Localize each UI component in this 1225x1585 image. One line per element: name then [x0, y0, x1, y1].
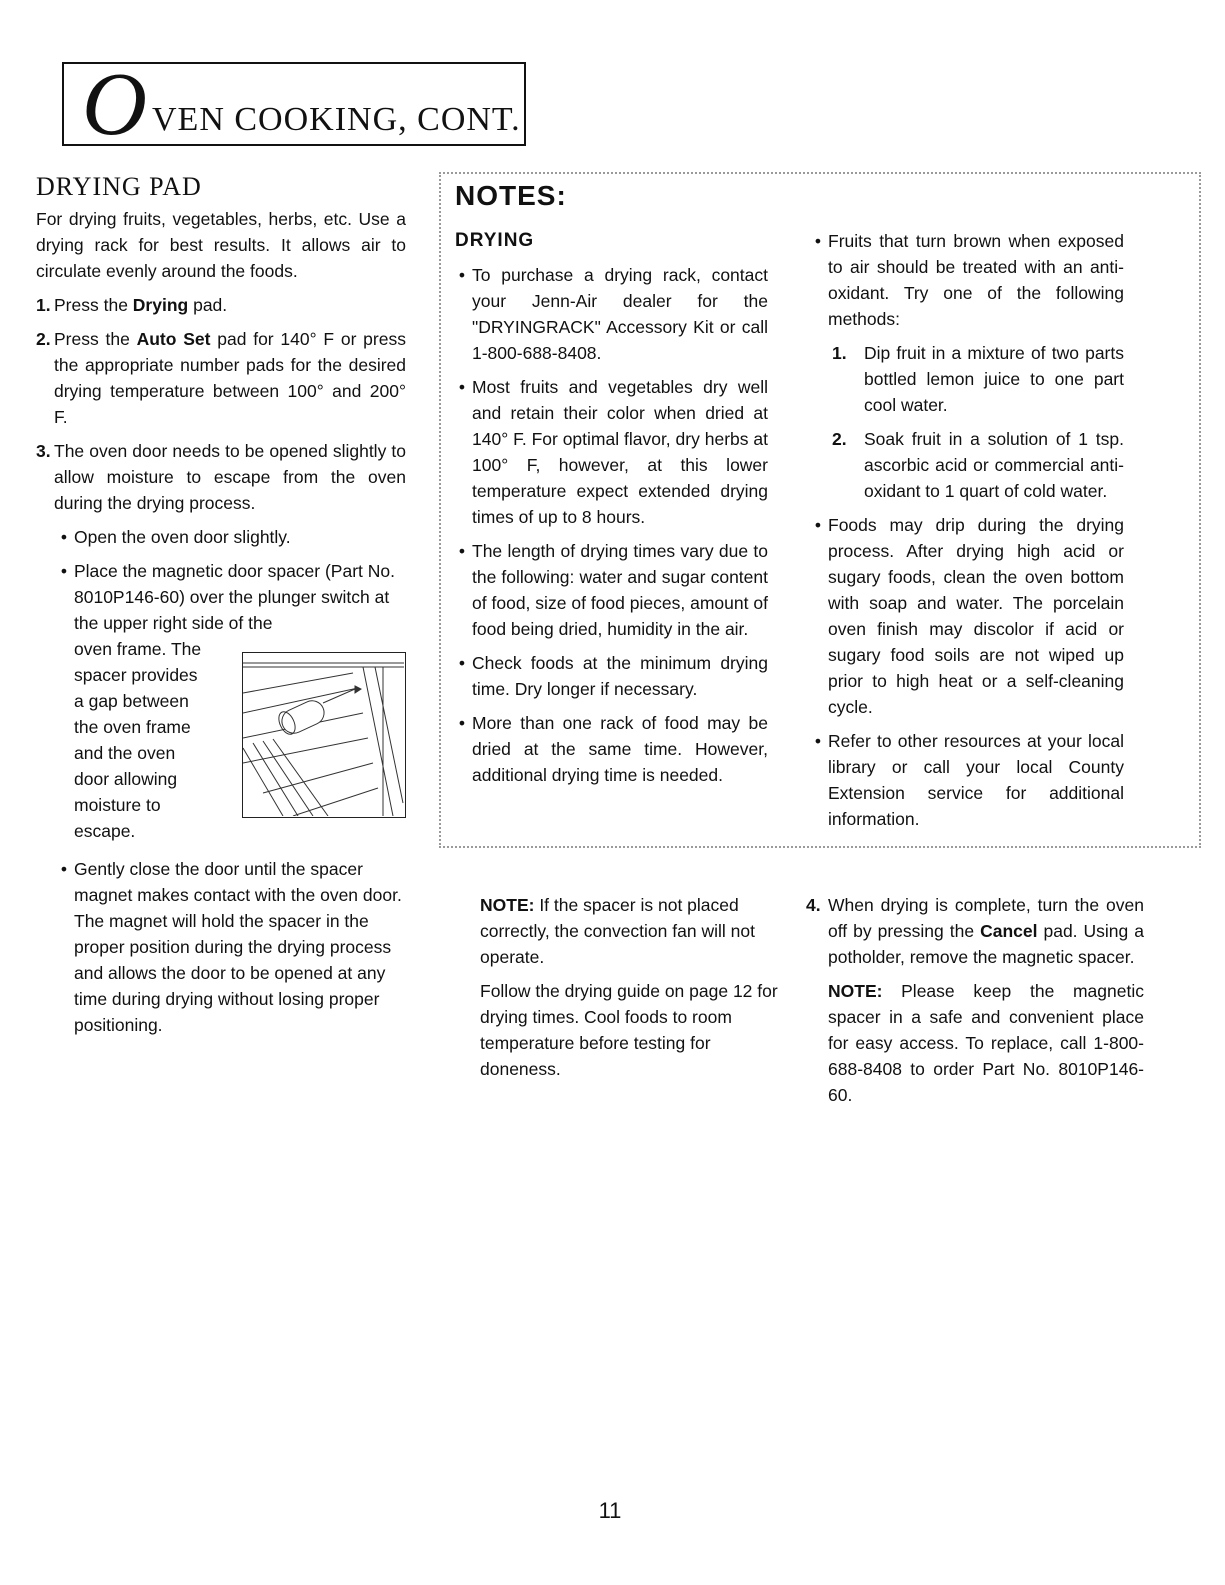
page-number: 11: [598, 1498, 622, 1523]
step-2: 2. Press the Auto Set pad for 140° F or press the appropriate number pads for the desired drying temperature between 100° and 200° F.: [36, 329, 406, 427]
drying-pad-heading: DRYING PAD: [36, 172, 202, 201]
notes-title: NOTES:: [455, 180, 567, 211]
step-3: 3. The oven door needs to be opened slightly to allow moisture to escape from the oven during the drying process.: [36, 441, 406, 513]
auto-set-label: Auto Set: [136, 329, 211, 349]
title-initial: O: [82, 55, 147, 154]
antioxidant-method-2: 2. Soak fruit in a solution of 1 tsp. ascorbic acid or commercial anti-oxidant to 1 quart of cold water.: [832, 429, 1124, 501]
page-title: VEN COOKING, CONT.: [152, 101, 521, 138]
notes-left-column: [452, 262, 768, 796]
note-drying-times: • The length of drying times vary due to the following: water and sugar content of food, size of food pieces, amount of food being dried, humidity in the air.: [458, 541, 768, 639]
notes-right-column: [808, 228, 1124, 840]
note-purchase-rack: • To purchase a drying rack, contact your Jenn-Air dealer for the "DRYINGRACK" Accessory Kit or call 1-800-688-8408.: [458, 265, 768, 363]
note-check-foods: • Check foods at the minimum drying time. Dry longer if necessary.: [458, 653, 768, 699]
step-4: 4. When drying is complete, turn the oven off by pressing the Cancel pad. Using a potholder, remove the magnetic spacer.: [806, 895, 1145, 967]
step-1: 1. Press the Drying pad.: [36, 295, 228, 315]
note-foods-drip: • Foods may drip during the drying process. After drying high acid or sugary foods, clean the oven bottom with soap and water. The porcelain oven finish may discolor if acid or sugary food soils are not wiped up prior to high heat or a self-cleaning cycle.: [814, 515, 1124, 717]
oven-door-spacer-icon: [243, 653, 404, 816]
cancel-pad-label: Cancel: [980, 921, 1038, 941]
note-fruits-vegetables: • Most fruits and vegetables dry well and retain their color when dried at 140° F. For optimal flavor, dry herbs at 100° F, however, at this lower temperature expect extended drying times of up to 8 hours.: [458, 377, 768, 527]
storage-note: NOTE: Please keep the magnetic spacer in a safe and convenient place for easy access. To replace, call 1-800-688-8408 to order Part No. 8010P146-60.: [828, 981, 1144, 1105]
bottom-middle-column: [480, 892, 780, 1090]
notes-subtitle: DRYING: [455, 230, 535, 251]
bottom-right-column: [806, 892, 1144, 1116]
drying-pad-label: Drying: [132, 295, 189, 315]
antioxidant-method-1: 1. Dip fruit in a mixture of two parts bottled lemon juice to one part cool water.: [832, 343, 1124, 415]
drying-guide-text: Follow the drying guide on page 12 for drying times. Cool foods to room temperature before testing for doneness.: [480, 981, 778, 1079]
bullet-place-spacer: • Place the magnetic door spacer (Part No. 8010P146-60) over the plunger switch at the upper right side of the oven frame. The spacer provides a gap between the oven frame and the oven door allowing moisture to escape.: [60, 561, 395, 841]
spacer-note: NOTE: If the spacer is not placed correctly, the convection fan will not operate.: [480, 895, 755, 967]
bullet-open-door: • Open the oven door slightly.: [60, 527, 291, 547]
bullet-close-door: • Gently close the door until the spacer magnet makes contact with the oven door. The magnet will hold the spacer in the proper position during the drying process and allows the door to be opened at any time during drying without losing proper positioning.: [60, 859, 402, 1035]
spacer-illustration: [242, 652, 406, 818]
note-antioxidant: • Fruits that turn brown when exposed to air should be treated with an anti-oxidant. Try one of the following methods:: [814, 231, 1124, 329]
close-door-block: [36, 856, 406, 1046]
drying-pad-intro: For drying fruits, vegetables, herbs, etc. Use a drying rack for best results. It allows air to circulate evenly around the foods.: [36, 209, 406, 281]
note-multiple-racks: • More than one rack of food may be dried at the same time. However, additional drying time is needed.: [458, 713, 768, 785]
section-title-box: [62, 55, 526, 154]
note-resources: • Refer to other resources at your local library or call your local County Extension service for additional information.: [814, 731, 1124, 829]
